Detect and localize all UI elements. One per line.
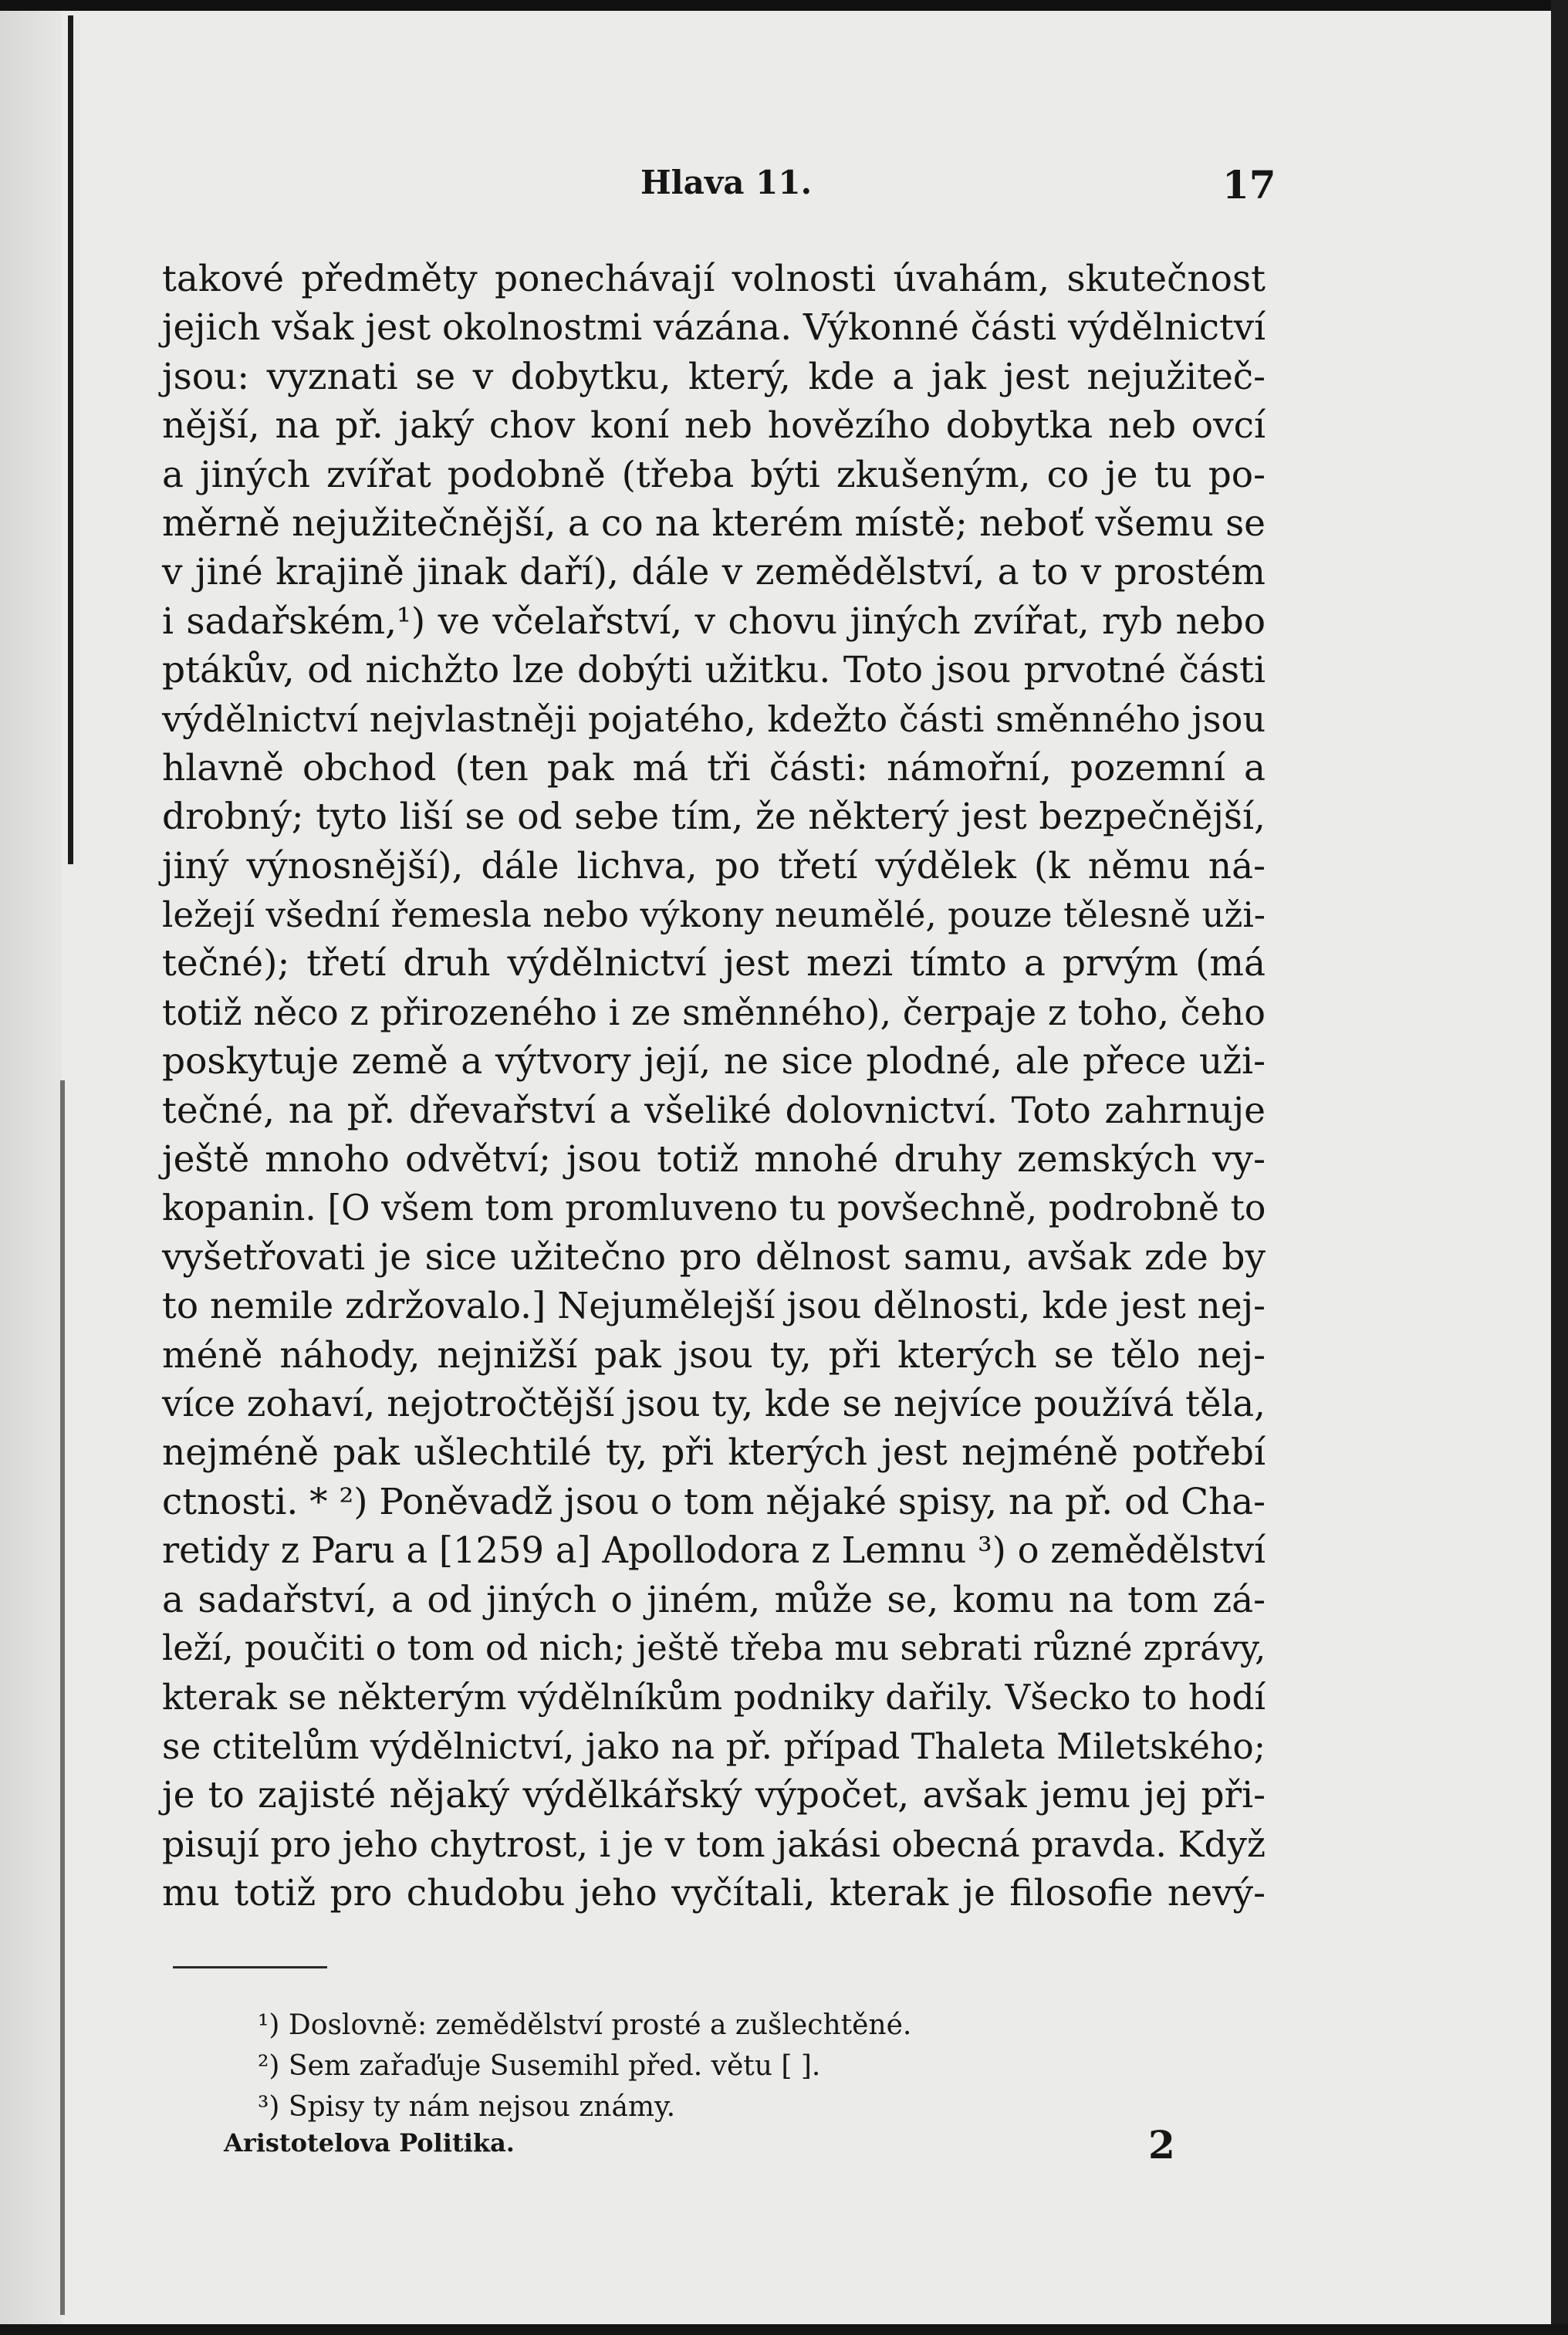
book-title-footer: Aristotelova Politika. [224,2128,515,2158]
text-line: poskytuje země a výtvory její, ne sice plodné, ale přece uži- [162,1040,1266,1083]
footnote: ¹) Doslovně: zemědělství prosté a zušlechtěné. [258,2009,912,2041]
text-line: drobný; tyto liší se od sebe tím, že některý jest bezpečnější, [162,796,1266,839]
running-head: Hlava 11. [640,164,813,201]
footnote-rule [173,1966,327,1968]
text-line: kterak se některým výdělníkům podniky dařily. Všecko to hodí [162,1677,1266,1718]
text-line: vyšetřovati je sice užitečno pro dělnost samu, avšak zde by [162,1235,1266,1279]
footnote: ²) Sem zařaďuje Susemihl před. větu [ ]. [258,2050,821,2082]
text-line: nejméně pak ušlechtilé ty, při kterých jest nejméně potřebí [162,1431,1266,1475]
text-line: měrně nejužitečnější, a co na kterém místě; neboť všemu se [162,502,1266,545]
text-line: i sadařském,¹) ve včelařství, v chovu jiných zvířat, ryb nebo [162,600,1266,643]
footnote: ³) Spisy ty nám nejsou známy. [258,2091,676,2123]
text-line: tečné, na př. dřevařství a všeliké dolovnictví. Toto zahrnuje [162,1089,1266,1132]
text-line: tečné); třetí druh výdělnictví jest mezi tímto a prvým (má [162,942,1266,985]
footnotes [258,2005,1184,2127]
text-line: retidy z Paru a [1259 a] Apollodora z Lemnu ³) o zemědělství [162,1529,1266,1572]
signature-mark: 2 [1148,2122,1175,2168]
text-line: méně náhody, nejnižší pak jsou ty, při kterých se tělo nej- [162,1333,1266,1377]
text-line: a jiných zvířat podobně (třeba býti zkušeným, co je tu po- [162,453,1266,496]
text-line: více zohaví, nejotročtější jsou ty, kde se nejvíce používá těla, [162,1382,1266,1424]
text-line: ještě mnoho odvětví; jsou totiž mnohé druhy zemských vy- [162,1138,1266,1181]
text-line: kopanin. [O všem tom promluveno tu povšechně, podrobně to [162,1188,1266,1229]
text-line: pisují pro jeho chytrost, i je v tom jakási obecná pravda. Když [162,1823,1266,1865]
text-line: jejich však jest okolnostmi vázána. Výkonné části výdělnictví [162,306,1266,349]
text-line: totiž něco z přirozeného i ze směnného), čerpaje z toho, čeho [162,991,1266,1033]
text-line: se ctitelům výdělnictví, jako na př. případ Thaleta Miletského; [162,1725,1266,1767]
page-number: 17 [1222,162,1276,208]
text-line: nější, na př. jaký chov koní neb hovězího dobytka neb ovcí [162,404,1266,448]
body-text [162,255,1266,1918]
text-line: jiný výnosnější), dále lichva, po třetí výdělek (k němu ná- [162,844,1266,887]
text-line: jsou: vyznati se v dobytku, který, kde a jak jest nejužiteč- [162,355,1266,398]
text-line: je to zajisté nějaký výdělkářský výpočet, avšak jemu jej při- [162,1774,1266,1817]
text-line: výdělnictví nejvlastněji pojatého, kdežto části směnného jsou [162,698,1266,740]
text-line: v jiné krajině jinak daří), dále v zemědělství, a to v prostém [162,551,1266,594]
text-line: ptákův, od nichžto lze dobýti užitku. Toto jsou prvotné části [162,649,1266,692]
text-line: leží, poučiti o tom od nich; ještě třeba mu sebrati různé zprávy, [162,1627,1266,1668]
text-line: a sadařství, a od jiných o jiném, může se, komu na tom zá- [162,1578,1266,1621]
text-line: ctnosti. * ²) Poněvadž jsou o tom nějaké spisy, na př. od Cha- [162,1480,1266,1523]
text-line: hlavně obchod (ten pak má tři části: námořní, pozemní a [162,746,1266,789]
text-line: mu totiž pro chudobu jeho vyčítali, kterak je filosofie nevý- [162,1871,1266,1914]
text-line: to nemile zdržovalo.] Nejumělejší jsou dělnosti, kde jest nej- [162,1285,1266,1328]
text-line: takové předměty ponechávají volnosti úvahám, skutečnost [162,258,1266,300]
text-line: ležejí všední řemesla nebo výkony neumělé, pouze tělesně uži- [162,894,1266,936]
